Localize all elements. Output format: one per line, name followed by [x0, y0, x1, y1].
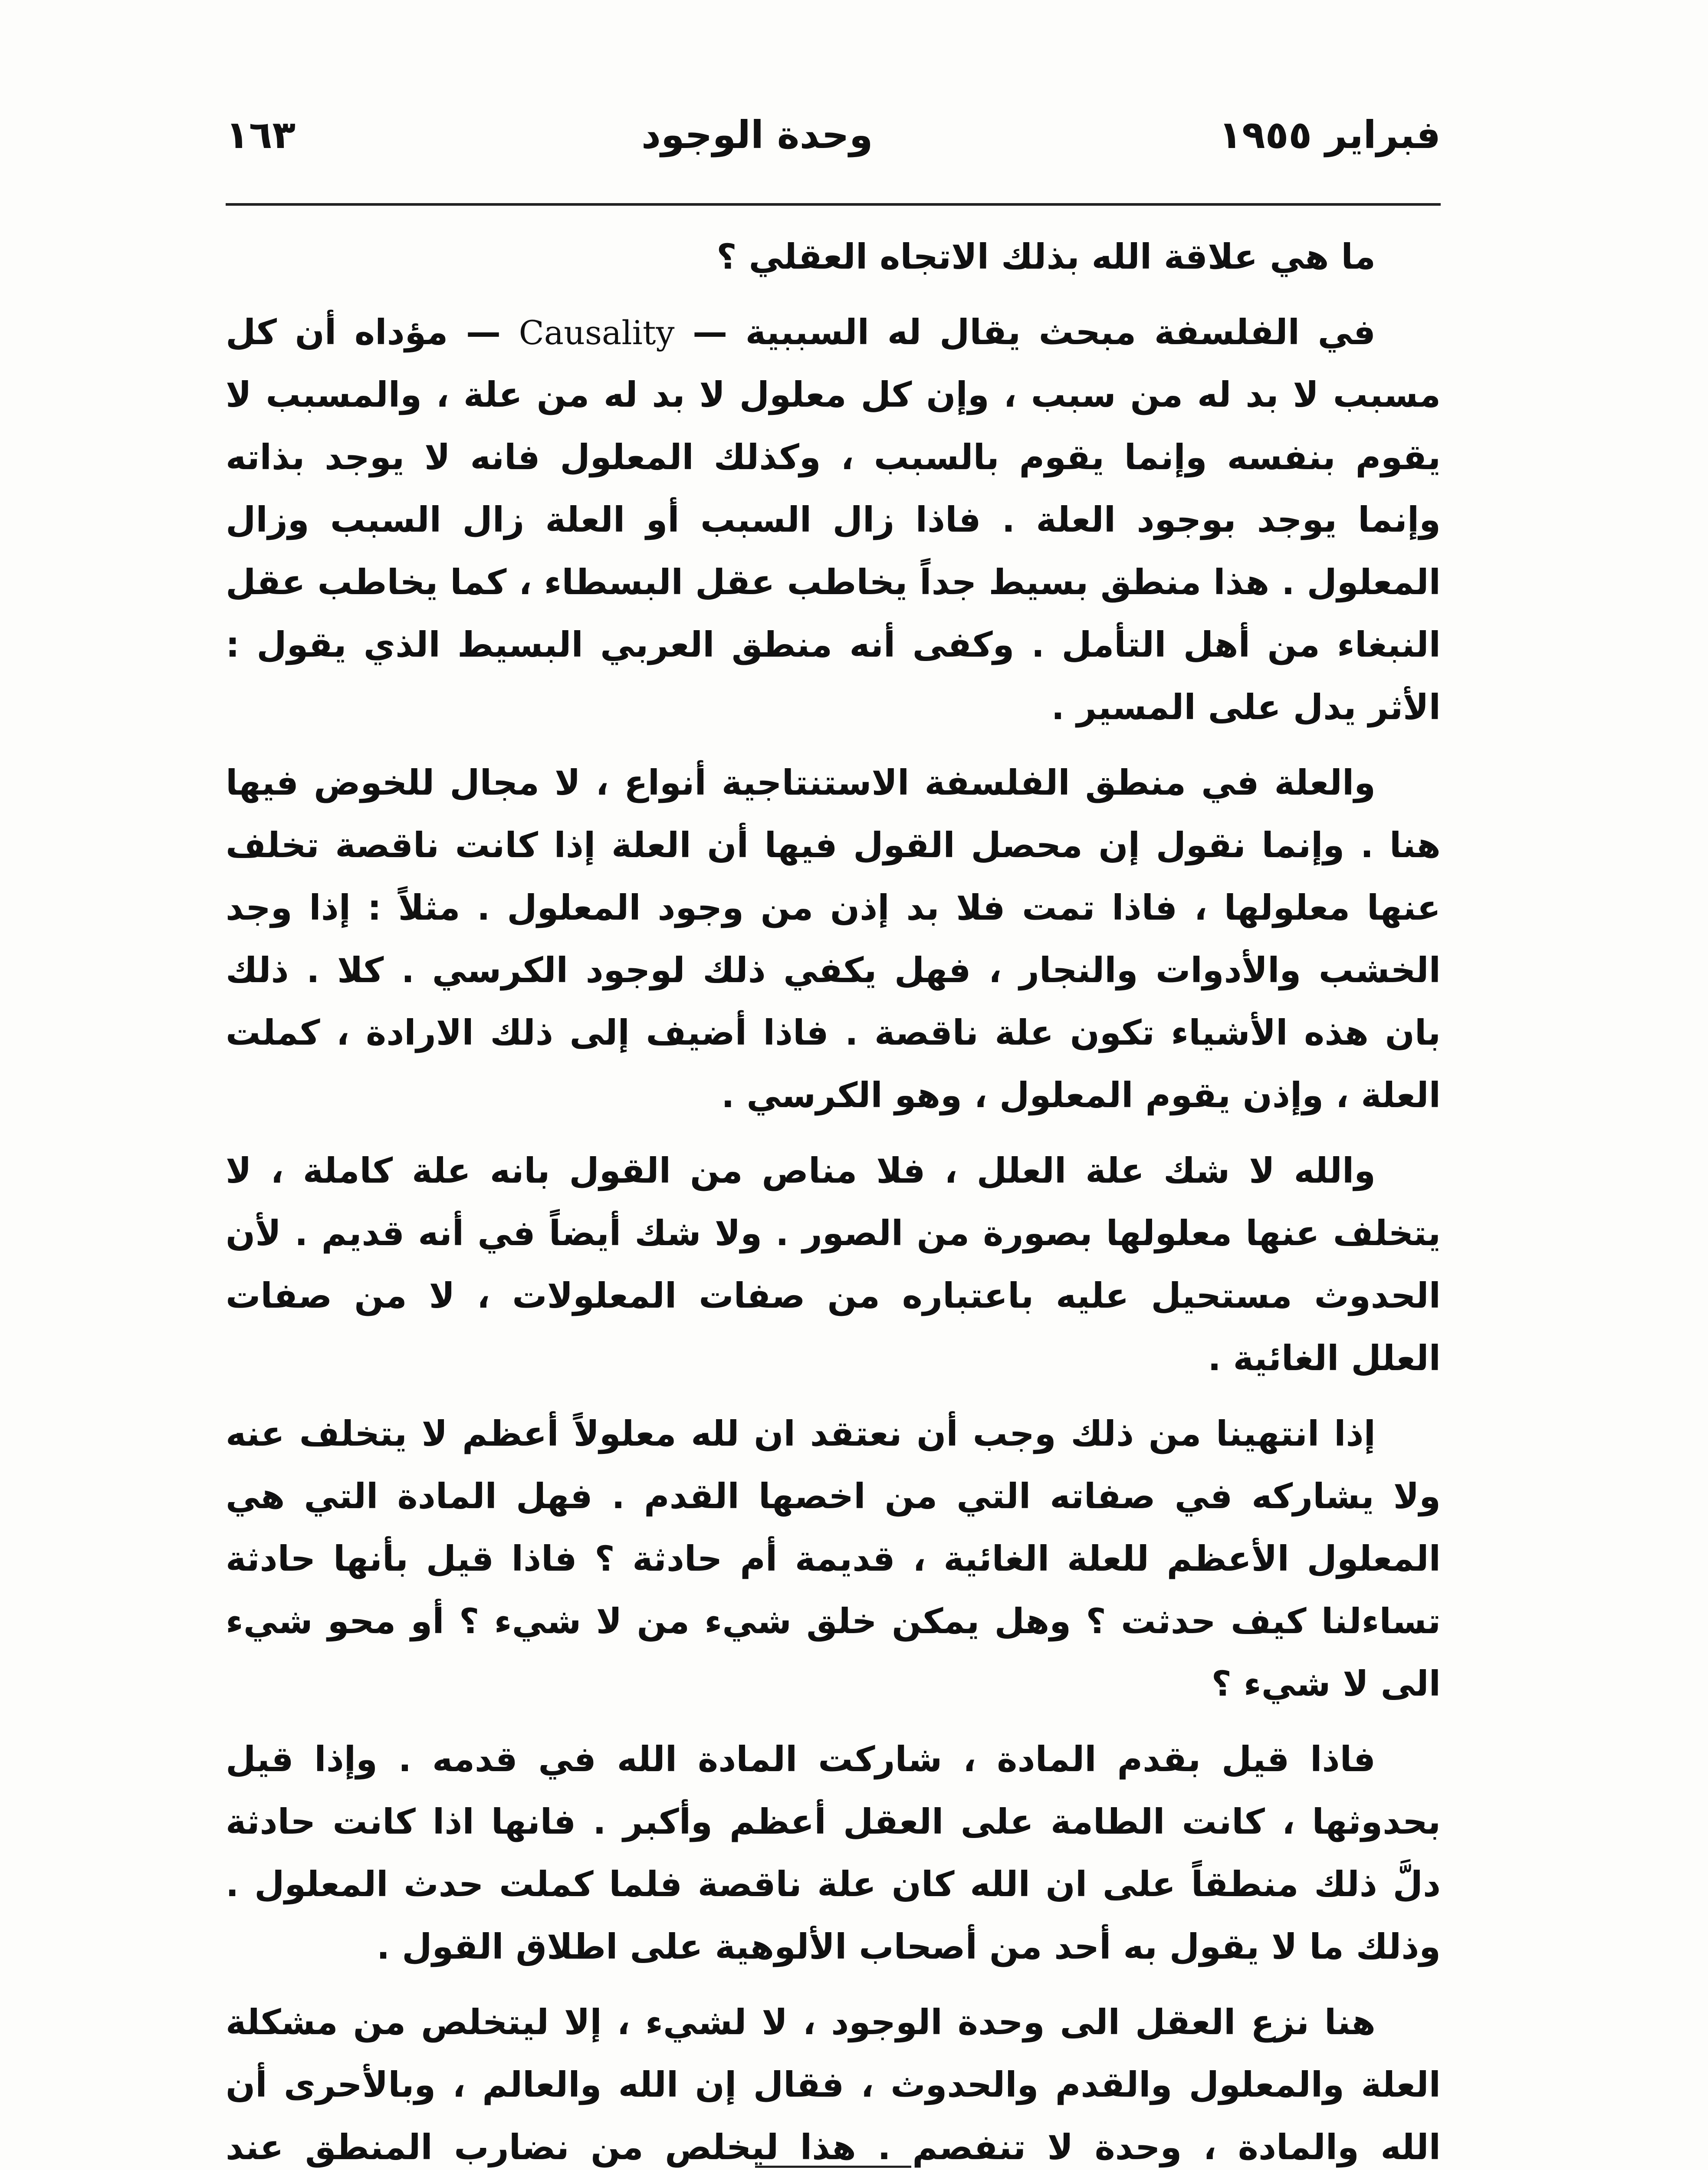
header-title: وحدة الوجود: [641, 112, 873, 157]
paragraph: [226, 301, 1441, 739]
paragraph: [226, 1140, 1441, 1390]
running-header: [226, 100, 1441, 169]
paragraph-text: فاذا قيل بقدم المادة ، شاركت المادة الله في قدمه . وإذا قيل بحدوثها ، كانت الطامة على العقل أعظم وأكبر . فانها اذا كانت حادثة دلَّ ذلك منطقاً على ان الله كان علة ناقصة فلما كملت حدث المعلول . وذلك ما لا يقول به أحد من أصحاب الألوهية على اطلاق القول .: [226, 1739, 1441, 1967]
latin-term: Causality: [519, 313, 675, 352]
end-of-article-rule: [755, 2166, 911, 2168]
paragraph-text: والعلة في منطق الفلسفة الاستنتاجية أنواع ، لا مجال للخوض فيها هنا . وإنما نقول إن محصل القول فيها أن العلة إذا كانت ناقصة تخلف عنها معلولها ، فاذا تمت فلا بد إذن من وجود المعلول . مثلاً : إذا وجد الخشب والأدوات والنجار ، فهل يكفي ذلك لوجود الكرسي . كلا . ذلك بان هذه الأشياء تكون علة ناقصة . فاذا أضيف إلى ذلك الارادة ، كملت العلة ، وإذن يقوم المعلول ، وهو الكرسي .: [226, 763, 1441, 1115]
page-number: ١٦٣: [226, 112, 296, 157]
header-date: فبراير ١٩٥٥: [1219, 112, 1441, 157]
article-body: [226, 226, 1441, 2167]
paragraph-text: في الفلسفة مبحث يقال له السببية —: [674, 312, 1376, 352]
paragraph: [226, 1728, 1441, 1978]
paragraph: [226, 1991, 1441, 2170]
paragraph-text: والله لا شك علة العلل ، فلا مناص من القول بانه علة كاملة ، لا يتخلف عنها معلولها بصورة من الصور . ولا شك أيضاً في أنه قديم . لأن الحدوث مستحيل عليه باعتباره من صفات المعلولات ، لا من صفات العلل الغائية .: [226, 1151, 1441, 1378]
paragraph-text: إذا انتهينا من ذلك وجب أن نعتقد ان لله معلولاً أعظم لا يتخلف عنه ولا يشاركه في صفاته التي من اخصها القدم . فهل المادة التي هي المعلول الأعظم للعلة الغائية ، قديمة أم حادثة ؟ فاذا قيل بأنها حادثة تساءلنا كيف حدثت ؟ وهل يمكن خلق شيء من لا شيء ؟ أو محو شيء الى لا شيء ؟: [226, 1414, 1441, 1704]
paragraph: [226, 1403, 1441, 1715]
paragraph-text: هنا نزع العقل الى وحدة الوجود ، لا لشيء ، إلا ليتخلص من مشكلة العلة والمعلول والقدم والحدوث ، فقال إن الله والعالم ، وبالأحرى أن الله والمادة ، وحدة لا تنفصم . هذا ليخلص من نضارب المنطق عند: [226, 2002, 1441, 2167]
paragraph: [226, 752, 1441, 1127]
header-rule: [226, 203, 1441, 206]
paragraph-text: — مؤداه أن كل مسبب لا بد له من سبب ، وإن كل معلول لا بد له من علة ، والمسبب لا يقوم بنفسه وإنما يقوم بالسبب ، وكذلك المعلول فانه لا يوجد بذاته وإنما يوجد بوجود العلة . فاذا زال السبب أو العلة زال السبب وزال المعلول . هذا منطق بسيط جداً يخاطب عقل البسطاء ، كما يخاطب عقل النبغاء من أهل التأمل . وكفى أنه منطق العربي البسيط الذي يقول : الأثر يدل على المسير .: [226, 312, 1441, 727]
paragraph: [226, 226, 1441, 288]
paragraph-text: ما هي علاقة الله بذلك الاتجاه العقلي ؟: [716, 237, 1376, 277]
